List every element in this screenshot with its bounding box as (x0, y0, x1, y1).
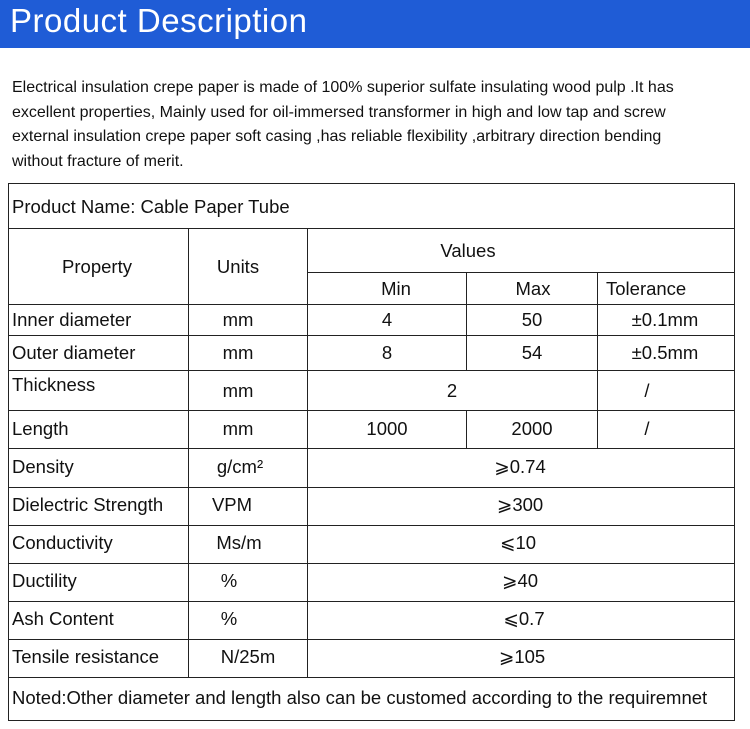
table-row-tolerance: / (644, 418, 650, 439)
table-row-value: ⩽10 (499, 532, 537, 553)
table-row-property: Thickness (12, 374, 96, 395)
table-row-units: Ms/m (216, 532, 262, 553)
intro-line: external insulation crepe paper soft casing ,has reliable flexibility ,arbitrary direction bending (12, 128, 662, 145)
table-row-property: Density (12, 456, 74, 477)
row-divider (8, 335, 735, 336)
table-row-value: ⩾40 (501, 570, 539, 591)
row-divider (8, 601, 735, 602)
header-max: Max (515, 278, 551, 299)
table-row-units: % (220, 570, 238, 591)
column-divider (188, 228, 189, 677)
table-row-units: g/cm² (216, 456, 264, 477)
row-divider (8, 487, 735, 488)
table-row-property: Ductility (12, 570, 77, 591)
table-row-value: ⩾105 (498, 646, 546, 667)
table-row-tolerance: ±0.1mm (631, 309, 699, 330)
row-divider (8, 370, 735, 371)
table-row-property: Outer diameter (12, 342, 136, 363)
intro-paragraph (12, 76, 742, 174)
intro-line: excellent properties, Mainly used for oil-immersed transformer in high and low tap and screw (12, 103, 666, 121)
column-divider (597, 272, 598, 448)
table-row-property: Length (12, 418, 69, 439)
table-row-min: 8 (381, 342, 393, 363)
table-border-left (8, 183, 9, 721)
row-divider (8, 525, 735, 526)
table-row-property: Inner diameter (12, 309, 132, 330)
column-divider (307, 228, 308, 677)
table-row-min: 4 (381, 309, 393, 330)
product-name: Product Name: Cable Paper Tube (12, 196, 290, 217)
row-divider (8, 563, 735, 564)
table-note: Noted:Other diameter and length also can be customed according to the requiremnet (12, 687, 708, 708)
table-row-property: Conductivity (12, 532, 113, 553)
header-tolerance: Tolerance (606, 278, 687, 299)
table-row-value: 2 (446, 380, 458, 401)
table-row-units: % (220, 608, 238, 629)
table-border-right (734, 183, 735, 721)
row-divider (8, 677, 735, 678)
table-row-tolerance: ±0.5mm (631, 342, 699, 363)
row-divider (8, 228, 735, 229)
page-title: Product Description (10, 2, 308, 39)
table-row-value: ⩾300 (496, 494, 544, 515)
table-border-bottom (8, 720, 735, 721)
row-divider (8, 304, 735, 305)
table-row-max: 54 (521, 342, 543, 363)
table-row-value: ⩽0.7 (503, 608, 545, 629)
table-row-units: VPM (211, 494, 253, 515)
table-row-property: Ash Content (12, 608, 114, 629)
table-row-value: ⩾0.74 (494, 456, 546, 477)
table-border-top (8, 183, 735, 184)
table-row-tolerance: / (644, 380, 650, 401)
row-divider (8, 639, 735, 640)
table-row-property: Tensile resistance (12, 646, 160, 667)
header-banner (0, 0, 750, 48)
header-values: Values (440, 240, 496, 261)
column-divider (466, 410, 467, 448)
intro-line: without fracture of merit. (12, 152, 184, 170)
header-property: Property (62, 256, 132, 277)
table-row-units: mm (222, 418, 254, 439)
table-row-units: mm (222, 380, 254, 401)
table-row-units: N/25m (220, 646, 276, 667)
table-row-max: 50 (521, 309, 543, 330)
table-row-min: 1000 (366, 418, 408, 439)
header-min: Min (381, 278, 411, 299)
table-row-max: 2000 (511, 418, 553, 439)
table-row-units: mm (222, 309, 254, 330)
column-divider (466, 272, 467, 370)
table-row-units: mm (222, 342, 254, 363)
row-divider (8, 448, 735, 449)
row-divider (307, 272, 735, 273)
row-divider (8, 410, 735, 411)
header-units: Units (216, 256, 260, 277)
intro-line: Electrical insulation crepe paper is made of 100% superior sulfate insulating wood pulp .It has (12, 79, 674, 96)
table-row-property: Dielectric Strength (12, 494, 164, 515)
